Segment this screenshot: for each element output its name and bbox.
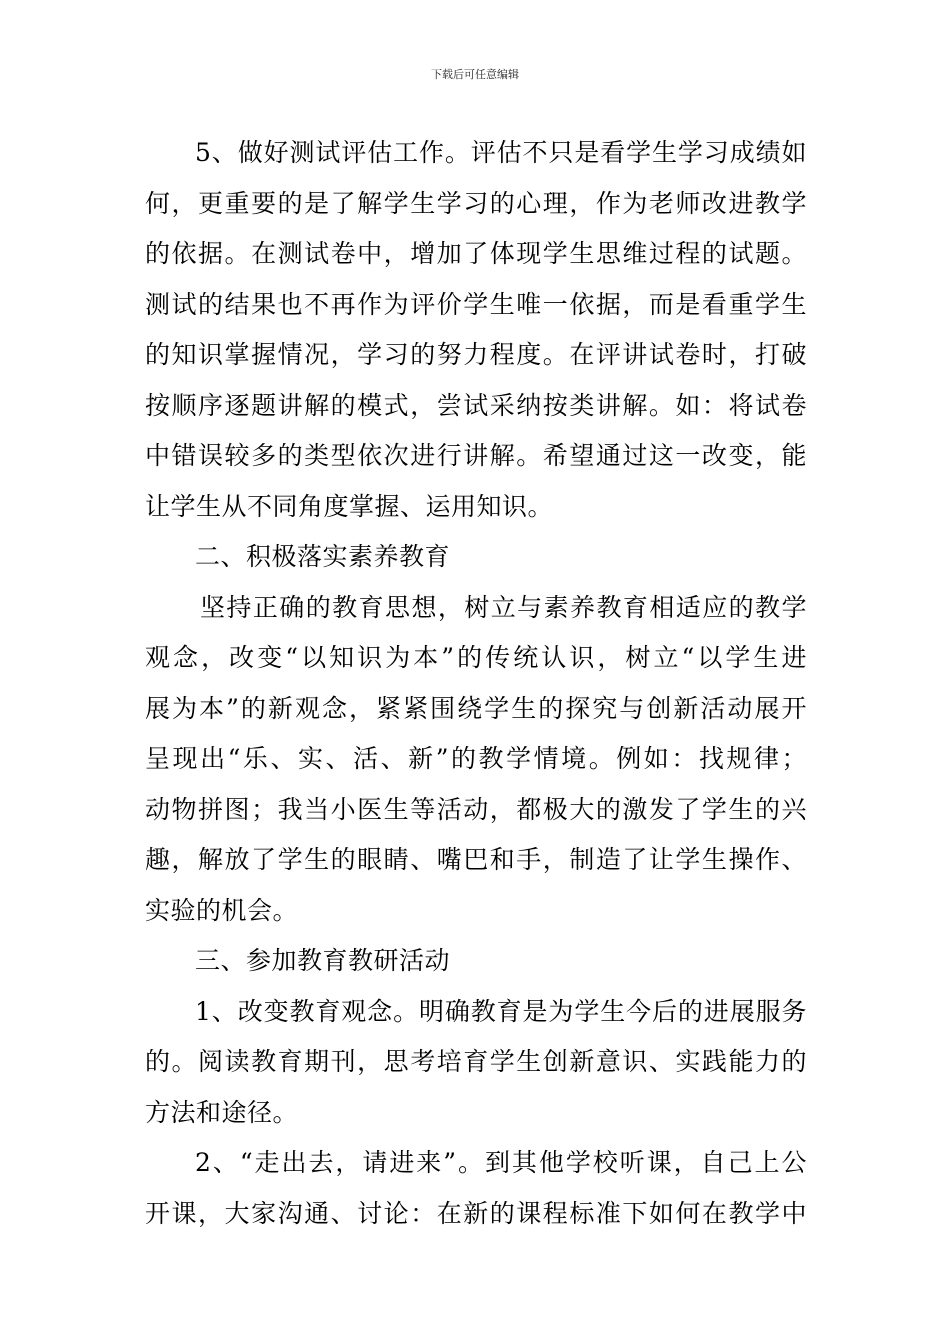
paragraph-line: 开课，大家沟通、讨论：在新的课程标准下如何在教学中: [145, 1198, 807, 1228]
paragraph-line: 按顺序逐题讲解的模式，尝试采纳按类讲解。如：将试卷: [145, 390, 807, 420]
paragraph-line: 何，更重要的是了解学生学习的心理，作为老师改进教学: [145, 188, 807, 218]
paragraph-line: 观念，改变“以知识为本”的传统认识，树立“以学生进: [145, 643, 807, 672]
paragraph-line: 坚持正确的教育思想，树立与素养教育相适应的教学: [200, 592, 807, 622]
paragraph-line: 展为本”的新观念，紧紧围绕学生的探究与创新活动展开: [145, 693, 807, 723]
paragraph-line: 方法和途径。: [145, 1097, 299, 1127]
paragraph-line: 趣，解放了学生的眼睛、嘴巴和手，制造了让学生操作、: [145, 845, 807, 874]
paragraph-line: 2、“走出去，请进来”。到其他学校听课，自己上公: [195, 1148, 807, 1177]
paragraph-line: 中错误较多的类型依次进行讲解。希望通过这一改变，能: [145, 441, 807, 470]
paragraph-line: 实验的机会。: [145, 895, 299, 925]
paragraph-line: 的依据。在测试卷中，增加了体现学生思维过程的试题。: [145, 239, 807, 268]
paragraph-line: 让学生从不同角度掌握、运用知识。: [145, 491, 554, 521]
paragraph-line: 1、改变教育观念。明确教育是为学生今后的进展服务: [195, 996, 807, 1026]
section-heading: 三、参加教育教研活动: [195, 946, 451, 975]
paragraph-line: 测试的结果也不再作为评价学生唯一依据，而是看重学生: [145, 289, 807, 319]
paragraph-line: 呈现出“乐、实、活、新”的教学情境。例如：找规律；: [145, 744, 807, 773]
paragraph-line: 的知识掌握情况，学习的努力程度。在评讲试卷时，打破: [145, 340, 807, 369]
body-text: [145, 128, 807, 1239]
paragraph-line: 动物拼图；我当小医生等活动，都极大的激发了学生的兴: [145, 794, 807, 824]
paragraph-line: 的。阅读教育期刊，思考培育学生创新意识、实践能力的: [145, 1047, 807, 1076]
paragraph-line: 5、做好测试评估工作。评估不只是看学生学习成绩如: [195, 138, 807, 167]
section-heading: 二、积极落实素养教育: [195, 542, 451, 571]
page-header: 下载后可任意编辑: [431, 68, 519, 81]
